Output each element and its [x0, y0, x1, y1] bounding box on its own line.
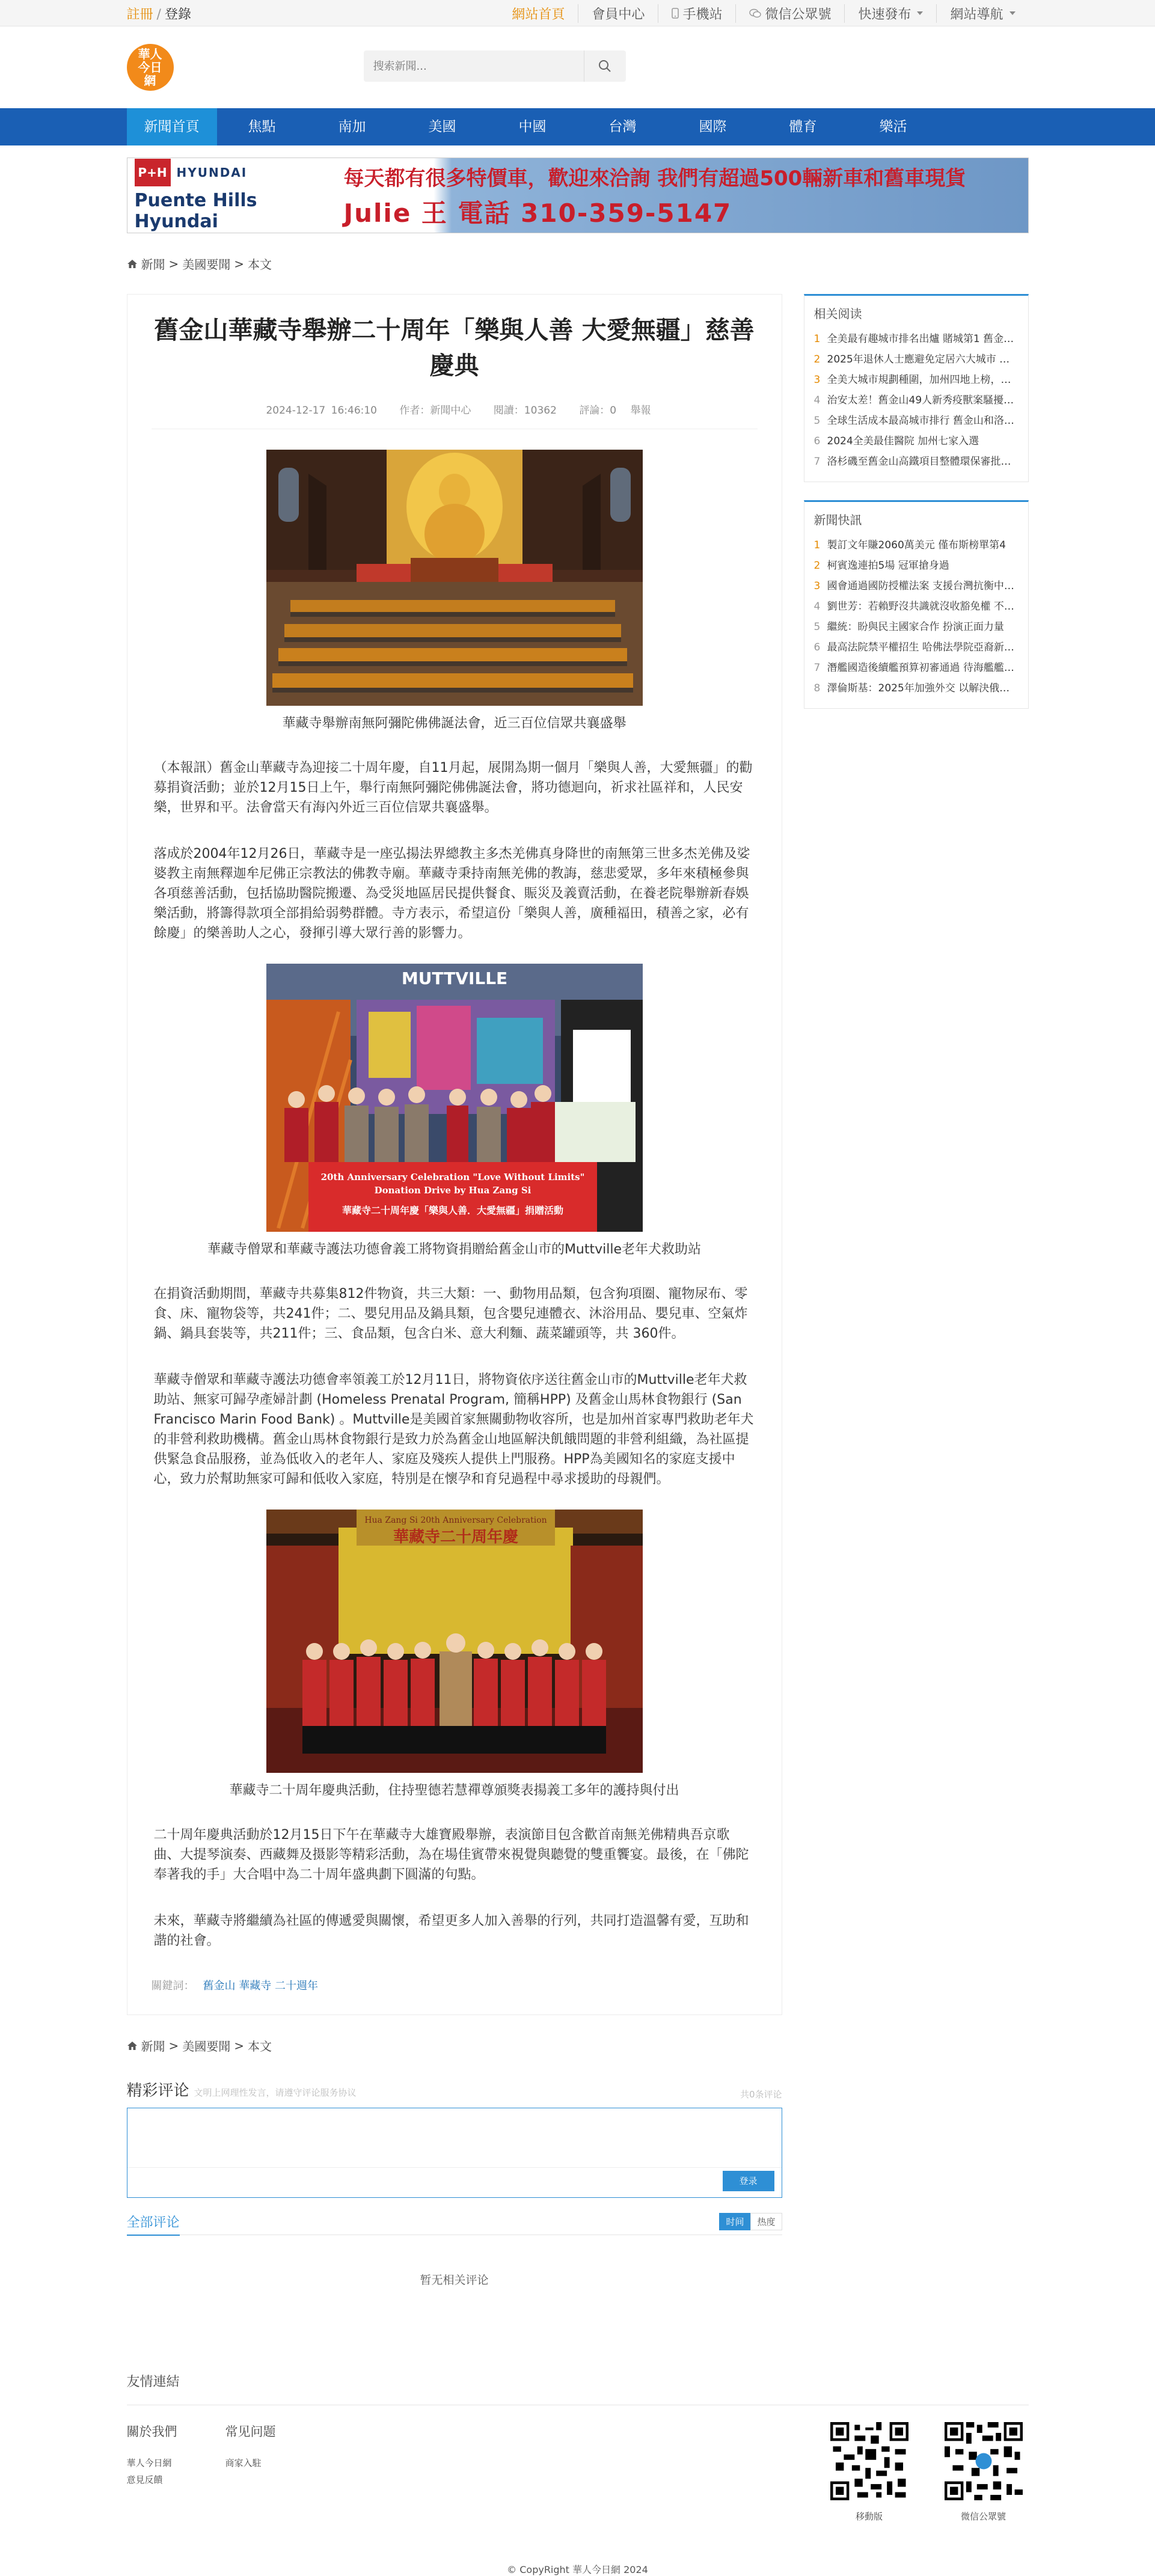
list-item-title: 劉世芳：若賴野沒共識就沒收豁免權 不…	[827, 601, 1014, 613]
list-item-title: 最高法院禁平權招生 哈佛法學院亞裔新…	[827, 641, 1014, 653]
article-figure	[152, 1510, 758, 1799]
comments-header	[127, 2078, 782, 2100]
nav-socal[interactable]: 南加	[338, 119, 366, 135]
article-date: 2024-12-17 16:46:10	[266, 405, 377, 417]
figure-caption: 華藏寺舉辦南無阿彌陀佛佛誕法會，近三百位信眾共襄盛舉	[282, 716, 627, 731]
report-link[interactable]: 舉報	[630, 405, 651, 417]
keywords-label: 關鍵詞：	[151, 1980, 195, 1992]
nav-china[interactable]: 中國	[518, 119, 547, 135]
article-keywords	[152, 1977, 758, 1996]
list-item-title: 洛杉磯至舊金山高鐵項目整體環保審批…	[827, 456, 1011, 468]
breadcrumb-bottom	[127, 2037, 1029, 2054]
footer-link[interactable]: 意見反饋	[126, 2474, 163, 2485]
top-link-home[interactable]: 網站首頁	[512, 7, 565, 22]
photo-temple-ceremony	[266, 450, 643, 706]
comments-count: 共0条评论	[740, 2089, 782, 2100]
tab-sort-time[interactable]: 时间	[719, 2213, 750, 2230]
photo-muttville-donation	[266, 964, 643, 1232]
rank-number: 2	[813, 353, 821, 366]
top-bar	[0, 0, 1155, 26]
footer-about-title: 關於我們	[126, 2425, 177, 2439]
rank-number: 1	[813, 539, 821, 551]
logo-text: 華人今日網	[138, 47, 162, 88]
figure-caption: 華藏寺僧眾和華藏寺護法功德會義工將物資捐贈給舊金山市的Muttville老年犬救助站	[207, 1242, 702, 1257]
list-item-title: 繼統：盼與民主國家合作 扮演正面力量	[827, 621, 1004, 633]
breadcrumb-current: 本文	[248, 2039, 272, 2054]
qr-code-icon	[945, 2422, 1023, 2500]
breadcrumb-sep: >	[234, 2038, 245, 2053]
banner-hyundai: HYUNDAI	[176, 165, 248, 180]
list-item-title: 全美大城市規劃種圍，加州四地上榜，…	[827, 374, 1011, 386]
footer	[127, 2422, 1029, 2522]
list-item[interactable]	[814, 637, 1019, 658]
list-item-title: 2025年退休人士應避免定居六大城市 …	[827, 353, 1010, 366]
list-item-title: 潛艦國造後續艦預算初審通過 待海艦艦…	[827, 662, 1014, 674]
banner-line1: 每天都有很多特價車，歡迎來洽詢 我們有超過500輛新車和舊車現貨	[343, 166, 966, 191]
nav-taiwan[interactable]: 台灣	[608, 119, 637, 135]
news-flash-box	[804, 500, 1029, 709]
top-link-wechat-label: 微信公眾號	[765, 7, 832, 22]
nav-international[interactable]: 國際	[699, 119, 727, 135]
list-item-title: 全美最有趣城市排名出爐 賭城第1 舊金…	[827, 333, 1014, 345]
banner-message	[332, 162, 1028, 230]
sidebar	[804, 294, 1029, 2015]
comment-login-button[interactable]: 登录	[723, 2171, 774, 2191]
site-logo[interactable]	[127, 44, 174, 91]
qr-wechat	[945, 2422, 1023, 2522]
rank-number: 3	[813, 374, 821, 386]
nav-lifestyle[interactable]: 樂活	[879, 119, 907, 135]
article-figure	[152, 450, 758, 732]
article-author: 作者：新聞中心	[399, 405, 471, 417]
register-link[interactable]: 註冊	[126, 7, 153, 22]
nav-sports[interactable]: 體育	[789, 119, 817, 135]
rank-number: 2	[813, 560, 821, 572]
breadcrumb-category[interactable]: 美國要聞	[182, 257, 231, 272]
article-paragraph: 在捐資活動期間，華藏寺共募集812件物資，共三大類：一、動物用品類，包含狗項圈、寵物尿布、零食、床、寵物袋等，共241件；二、嬰兒用品及鍋具類，包含嬰兒連體衣、沐浴用品、嬰兒車、空氣炸鍋、鍋具套裝等，共211件；三、食品類，包含白米、意大利麵、蔬菜罐頭等，共 360件。	[153, 1286, 748, 1341]
rank-number: 7	[813, 662, 821, 674]
list-item-title: 澤倫斯基：2025年加強外交 以解決俄…	[827, 682, 1010, 694]
list-item[interactable]	[814, 535, 1019, 555]
rank-number: 4	[813, 394, 821, 406]
copyright: © CopyRight 華人今日網 2024	[507, 2564, 648, 2575]
muttville-building-sign: MUTTVILLE	[401, 968, 507, 988]
nav-usa[interactable]: 美國	[428, 119, 456, 135]
top-link-wechat[interactable]	[735, 4, 844, 23]
banner-dealer-name: Puente Hills Hyundai	[134, 190, 257, 232]
article-paragraph: 華藏寺僧眾和華藏寺護法功德會率領義工於12月11日，將物資依序送往舊金山市的Muttville老年犬救助站、無家可歸孕產婦計劃 (Homeless Prenatal Program, 簡稱HPP) 及舊金山馬林食物銀行 (San Francisco Marin Food Bank) 。Muttville是美國首家無關動物收容所，也是加州首家專門救助老年犬的非營利救助機構。舊金山馬林食物銀行是致力於為舊金山地區解決飢餓問題的非營利組織，為社區提供緊急食品服務，並為低收入的老年人、家庭及殘疾人提供上門服務。HPP為美國知名的家庭支援中心，致力於幫助無家可歸和低收入家庭，特別是在懷孕和育兒過程中尋求援助的母親們。	[153, 1372, 754, 1487]
footer-link[interactable]: 商家入駐	[225, 2458, 262, 2468]
banner-line2: Julie 王 電話 310-359-5147	[343, 198, 732, 228]
article-meta	[152, 402, 758, 429]
list-item-title: 柯賓逸連拍5場 冠軍搶身過	[827, 560, 949, 572]
qr-mobile	[830, 2422, 908, 2522]
mobile-icon	[672, 8, 679, 19]
nav-focus[interactable]: 焦點	[248, 119, 276, 135]
list-item[interactable]	[814, 658, 1019, 678]
friend-links-title: 友情連結	[127, 2372, 1029, 2405]
qr-code-icon	[830, 2422, 908, 2500]
rank-number: 3	[813, 580, 821, 592]
list-item-title: 全球生活成本最高城市排行 舊金山和洛…	[827, 415, 1014, 427]
rank-number: 1	[813, 333, 821, 345]
rank-number: 7	[813, 456, 821, 468]
banner-brand	[127, 159, 332, 232]
article-views: 閱讀：10362	[493, 405, 557, 417]
article-paragraph: （本報訊）舊金山華藏寺為迎接二十周年慶，自11月起，展開為期一個月「樂與人善，大愛無疆」的勸募捐資活動；並於12月15日上午，舉行南無阿彌陀佛佛誕法會，將功德迴向，祈求社區祥和，人民安樂，世界和平。法會當天有海內外近三百位信眾共襄盛舉。	[153, 760, 753, 815]
qr-codes	[830, 2422, 1023, 2522]
news-flash-title: 新聞快訊	[813, 513, 862, 527]
top-link-member[interactable]: 會員中心	[578, 4, 658, 23]
no-comments-text: 暂无相关评论	[420, 2274, 489, 2287]
breadcrumb-sep: >	[168, 256, 179, 271]
breadcrumb	[127, 255, 1029, 272]
rank-number: 5	[813, 621, 821, 633]
all-comments-bar	[127, 2212, 782, 2235]
comments-hint: 文明上网理性发言，请遵守评论服务协议	[194, 2087, 357, 2098]
list-item[interactable]	[814, 596, 1019, 617]
article-paragraph: 未來，華藏寺將繼續為社區的傳遞愛與關懷，希望更多人加入善舉的行列，共同打造溫馨有愛，互助和諧的社會。	[153, 1914, 749, 1948]
article-paragraph: 二十周年慶典活動於12月15日下午在華藏寺大雄寶殿舉辦，表演節目包含歡首南無羌佛精典吾京歌曲、大提琴演奏、西藏舞及摄影等精彩活動，為在場佳賓帶來視覺與聽覺的雙重饗宴。最後，在「佛陀奉著我的手」大合唱中為二十周年盛典劃下圓滿的句點。	[153, 1828, 749, 1882]
top-link-publish[interactable]	[844, 4, 936, 23]
rank-number: 4	[813, 601, 821, 613]
footer-link[interactable]: 華人今日網	[126, 2458, 172, 2468]
keyword-links[interactable]: 舊金山 華藏寺 二十週年	[203, 1980, 318, 1992]
breadcrumb-category[interactable]: 美國要聞	[182, 2039, 231, 2054]
chevron-down-icon	[1009, 11, 1016, 15]
ad-banner[interactable]	[127, 158, 1029, 233]
list-item[interactable]	[814, 451, 1019, 472]
footer-about	[127, 2422, 177, 2522]
list-item[interactable]	[814, 617, 1019, 637]
main-nav	[0, 108, 1155, 145]
muttville-banner-line1: 20th Anniversary Celebration "Love Without Limits"	[320, 1172, 584, 1182]
list-item[interactable]	[814, 678, 1019, 699]
search-button[interactable]	[584, 50, 626, 82]
related-reading-title: 相关阅读	[813, 307, 862, 321]
article-figure	[152, 964, 758, 1258]
top-link-mobile-label: 手機站	[682, 7, 723, 22]
login-link[interactable]: 登錄	[164, 7, 191, 22]
all-comments-title: 全部评论	[127, 2212, 180, 2236]
search-bar	[364, 50, 626, 82]
figure-caption: 華藏寺二十周年慶典活動，住持聖德若慧禪尊頒獎表揚義工多年的護持與付出	[229, 1783, 679, 1798]
chevron-down-icon	[917, 11, 923, 15]
footer-faq-title: 常见问题	[225, 2425, 276, 2439]
comment-input[interactable]	[127, 2108, 782, 2168]
qr-mobile-label: 移動版	[855, 2511, 883, 2522]
comments-title: 精彩评论	[126, 2082, 189, 2100]
wechat-icon	[749, 8, 761, 18]
home-icon	[127, 2040, 138, 2051]
list-item-title: 國會通過國防授權法案 支援台灣抗衡中…	[827, 580, 1014, 592]
breadcrumb-current: 本文	[248, 257, 272, 272]
search-input[interactable]	[364, 50, 584, 82]
separator: /	[156, 7, 161, 22]
list-item[interactable]	[814, 329, 1019, 349]
top-link-mobile[interactable]	[658, 4, 735, 23]
home-icon	[127, 259, 138, 269]
breadcrumb-sep: >	[168, 2038, 179, 2053]
list-item-title: 治安太差！舊金山49人新秀疫獸案騷擾…	[827, 394, 1014, 406]
article-paragraph: 落成於2004年12月26日，華藏寺是一座弘揚法界總教主多杰羌佛真身降世的南無第三世多杰羌佛及娑婆教主南無釋迦牟尼佛正宗教法的佛教寺廟。華藏寺秉持南無羌佛的教誨，慈悲愛眾，多年來積極參與各項慈善活動，包括協助醫院搬遷、為受災地區居民提供餐食、賑災及義賣活動，在養老院舉辦新春娛樂活動，將籌得款項全部捐給弱勢群體。寺方表示，希望這份「樂與人善，廣種福田，積善之家，必有餘慶」的樂善助人之心，發揮引導大眾行善的影響力。	[153, 846, 750, 941]
list-item[interactable]	[814, 555, 1019, 576]
article-title: 舊金山華藏寺舉辦二十周年「樂與人善 大愛無疆」慈善慶典	[154, 316, 755, 380]
list-item[interactable]	[814, 390, 1019, 411]
article-comment-count: 評論：0	[579, 405, 617, 417]
top-link-publish-label: 快速發布	[858, 7, 911, 22]
top-link-sitemap[interactable]	[936, 4, 1028, 23]
header	[0, 26, 1155, 108]
article-container	[127, 294, 782, 2015]
list-item[interactable]	[814, 431, 1019, 451]
breadcrumb-news[interactable]: 新聞	[141, 2039, 165, 2054]
comment-box-footer	[127, 2167, 782, 2197]
login-links	[127, 4, 191, 23]
rank-number: 6	[813, 641, 821, 653]
breadcrumb-news[interactable]: 新聞	[141, 257, 165, 272]
muttville-banner-line2: Donation Drive by Hua Zang Si	[374, 1185, 531, 1196]
rank-number: 6	[813, 435, 821, 447]
rank-number: 8	[813, 682, 821, 694]
footer-faq	[225, 2422, 276, 2522]
list-item-title: 2024全美最佳醫院 加州七家入選	[827, 435, 979, 447]
related-reading-box	[804, 294, 1029, 482]
search-icon	[598, 60, 611, 73]
comment-box	[127, 2108, 782, 2198]
related-reading-list	[814, 329, 1019, 472]
news-flash-list	[814, 535, 1019, 699]
photo-anniversary-group	[266, 1510, 643, 1773]
rank-number: 5	[813, 415, 821, 427]
banner-dealer-logo: P+H	[135, 159, 171, 186]
list-item[interactable]	[814, 576, 1019, 596]
celebration-backdrop-zh: 華藏寺二十周年慶	[393, 1528, 518, 1546]
list-item-title: 製訂文年賺2060萬美元 僅布斯榜單第4	[827, 539, 1006, 551]
qr-wechat-label: 微信公眾號	[960, 2511, 1006, 2522]
list-item[interactable]	[814, 349, 1019, 370]
list-item[interactable]	[814, 411, 1019, 431]
tab-sort-hot[interactable]: 热度	[750, 2213, 782, 2230]
top-link-sitemap-label: 網站導航	[950, 7, 1003, 22]
muttville-banner-line3: 華藏寺二十周年慶「樂與人善．大愛無疆」捐贈活動	[342, 1205, 563, 1216]
list-item[interactable]	[814, 370, 1019, 390]
nav-news-home[interactable]: 新聞首頁	[127, 108, 217, 145]
top-links	[498, 4, 1028, 23]
comment-sort-tabs	[719, 2213, 782, 2230]
celebration-backdrop-en: Hua Zang Si 20th Anniversary Celebration	[364, 1516, 547, 1525]
breadcrumb-sep: >	[234, 256, 245, 271]
